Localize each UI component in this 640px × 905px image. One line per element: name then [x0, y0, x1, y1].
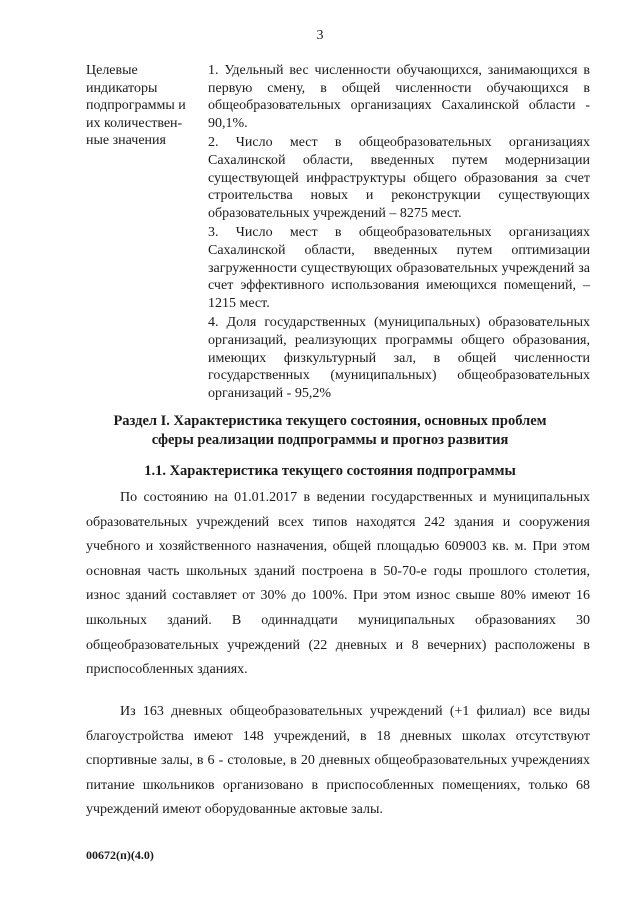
label-line: ные значения — [86, 133, 166, 149]
label-line: подпрограммы и — [86, 98, 186, 114]
paragraph: По состоянию на 01.01.2017 в ведении государственных и муниципальных образовательных учреждений всех типов находятся 242 здания и сооружения учебного и хозяйственного назначения, общей площадью 609003 кв. м. При этом основная часть школьных зданий построена в 50-70-е годы прошлого столетия, износ зданий составляет от 30% до 100%. При этом износ свыше 80% имеют 16 школьных зданий. В одиннадцати муниципальных образованиях 30 общеобразовательных учреждений (22 дневных и 8 вечерних) расположены в приспособленных зданиях. — [86, 490, 590, 678]
label-line: их количествен- — [86, 115, 183, 131]
label-line: индикаторы — [86, 80, 158, 96]
indicator-item: 1. Удельный вес численности обучающихся, занимающихся в первую смену, в общей численности обучающихся в общеобразовательных организациях Сахалинской области - 90,1%. — [208, 63, 590, 131]
subsection-title: 1.1. Характеристика текущего состояния подпрограммы — [144, 463, 516, 479]
paragraph: Из 163 дневных общеобразовательных учреждений (+1 филиал) все виды благоустройства имеют 148 учреждений, в 18 дневных школах отсутствуют спортивные залы, в 6 - столовые, в 20 дневных общеобразовательных учреждениях питание школьников организовано в приспособленных помещениях, только 68 учреждений имеют оборудованные актовые залы. — [86, 704, 590, 818]
target-indicators-list — [208, 62, 590, 402]
indicator-item: 4. Доля государственных (муниципальных) образовательных организаций, реализующих программы общего образования, имеющих физкультурный зал, в общей численности государственных (муниципальных) общеобразовательных организаций - 95,2% — [208, 315, 590, 401]
section-title-line: сферы реализации подпрограммы и прогноз развития — [151, 432, 509, 448]
page-number: 3 — [316, 28, 324, 43]
indicator-item: 2. Число мест в общеобразовательных организациях Сахалинской области, введенных путем модернизации существующей инфраструктуры общего образования за счет строительства новых и реконструкции существующих образовательных учреждений – 8275 мест. — [208, 135, 590, 221]
section-title — [60, 412, 600, 450]
label-line: Целевые — [86, 63, 138, 78]
body-text — [86, 486, 590, 683]
passport-row-label — [86, 62, 202, 150]
indicator-item: 3. Число мест в общеобразовательных организациях Сахалинской области, введенных путем оптимизации загруженности существующих образовательных учреждений за счет эффективного использования имеющихся помещений, – 1215 мест. — [208, 225, 590, 311]
body-text-2 — [86, 700, 590, 823]
section-title-line: Раздел I. Характеристика текущего состояния, основных проблем — [113, 413, 547, 429]
footer-code: 00672(п)(4.0) — [86, 848, 154, 862]
